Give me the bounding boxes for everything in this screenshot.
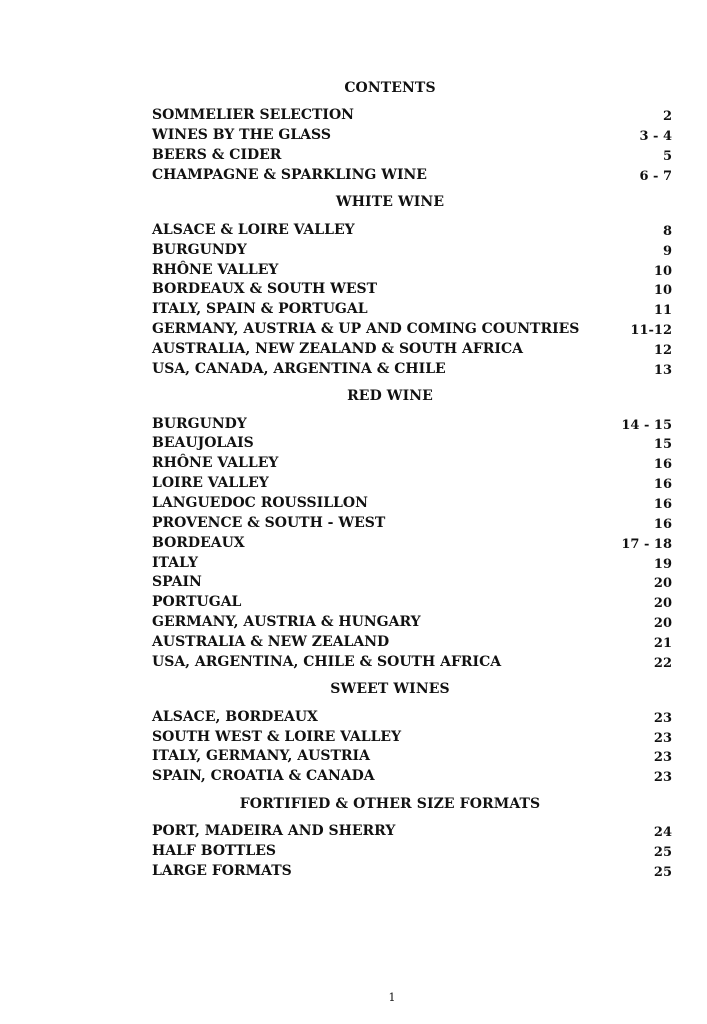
toc-entry-label: ITALY, SPAIN & PORTUGAL — [152, 301, 368, 317]
toc-entry-page: 3 - 4 — [639, 129, 672, 144]
toc-entry-label: PORT, MADEIRA AND SHERRY — [152, 823, 396, 839]
toc-row — [152, 594, 674, 614]
section-heading-red-wine: RED WINE — [347, 388, 433, 404]
toc-entry-page: 20 — [653, 616, 672, 631]
toc-row — [152, 535, 674, 555]
toc-row — [152, 495, 674, 515]
toc-row — [152, 435, 674, 455]
toc-entry-page: 23 — [653, 750, 672, 765]
toc-row — [152, 768, 674, 788]
toc-entry-label: WINES BY THE GLASS — [152, 127, 331, 143]
toc-entry-page: 20 — [653, 576, 672, 591]
page-number: 1 — [388, 991, 396, 1004]
toc-row — [152, 654, 674, 674]
toc-row — [152, 634, 674, 654]
toc-entry-label: PORTUGAL — [152, 594, 242, 610]
toc-entry-label: HALF BOTTLES — [152, 843, 276, 859]
toc-entry-page: 23 — [653, 770, 672, 785]
toc-entry-page: 20 — [653, 596, 672, 611]
toc-entry-label: RHÔNE VALLEY — [152, 262, 279, 278]
toc-entry-label: BORDEAUX & SOUTH WEST — [152, 281, 378, 297]
toc-entry-label: ALSACE, BORDEAUX — [152, 709, 318, 725]
toc-entry-label: PROVENCE & SOUTH - WEST — [152, 515, 386, 531]
toc-row — [152, 709, 674, 729]
toc-row — [152, 361, 674, 381]
toc-entry-page: 17 - 18 — [621, 537, 672, 552]
toc-entry-page: 8 — [662, 224, 672, 239]
toc-entry-page: 9 — [662, 244, 672, 259]
toc-entry-page: 25 — [653, 845, 672, 860]
toc-entry-label: BEERS & CIDER — [152, 147, 282, 163]
toc-entry-page: 16 — [653, 477, 672, 492]
toc-row — [152, 167, 674, 187]
toc-entry-label: SOUTH WEST & LOIRE VALLEY — [152, 729, 402, 745]
toc-entry-label: SPAIN, CROATIA & CANADA — [152, 768, 375, 784]
toc-entry-page: 23 — [653, 731, 672, 746]
toc-row — [152, 614, 674, 634]
contents-heading: CONTENTS — [344, 80, 436, 96]
toc-entry-page: 10 — [653, 264, 672, 279]
toc-entry-label: ITALY, GERMANY, AUSTRIA — [152, 748, 370, 764]
toc-entry-label: GERMANY, AUSTRIA & HUNGARY — [152, 614, 421, 630]
toc-entry-label: SPAIN — [152, 574, 202, 590]
toc-entry-page: 22 — [653, 656, 672, 671]
toc-entry-page: 11-12 — [630, 323, 672, 338]
toc-entry-page: 10 — [653, 283, 672, 298]
toc-entry-label: ITALY — [152, 555, 199, 571]
toc-row — [152, 281, 674, 301]
toc-row — [152, 574, 674, 594]
toc-entry-page: 2 — [662, 109, 672, 124]
toc-entry-label: BURGUNDY — [152, 416, 247, 432]
toc-entry-label: USA, CANADA, ARGENTINA & CHILE — [152, 361, 446, 377]
toc-row — [152, 222, 674, 242]
toc-row — [152, 515, 674, 535]
toc-row — [152, 107, 674, 127]
toc-row — [152, 127, 674, 147]
toc-entry-label: ALSACE & LOIRE VALLEY — [152, 222, 355, 238]
toc-entry-label: RHÔNE VALLEY — [152, 455, 279, 471]
toc-entry-page: 6 - 7 — [639, 169, 672, 184]
toc-entry-page: 16 — [653, 457, 672, 472]
toc-row — [152, 455, 674, 475]
toc-entry-page: 16 — [653, 517, 672, 532]
toc-entry-label: USA, ARGENTINA, CHILE & SOUTH AFRICA — [152, 654, 502, 670]
section-heading-fortified: FORTIFIED & OTHER SIZE FORMATS — [239, 796, 541, 812]
toc-row — [152, 416, 674, 436]
toc-entry-label: BURGUNDY — [152, 242, 247, 258]
toc-entry-page: 21 — [653, 636, 672, 651]
toc-row — [152, 843, 674, 863]
toc-entry-label: SOMMELIER SELECTION — [152, 107, 354, 123]
toc-entry-label: GERMANY, AUSTRIA & UP AND COMING COUNTRIES — [152, 321, 580, 337]
toc-entry-page: 15 — [653, 437, 672, 452]
toc-row — [152, 475, 674, 495]
toc-row — [152, 321, 674, 341]
toc-entry-label: AUSTRALIA & NEW ZEALAND — [152, 634, 390, 650]
toc-entry-page: 23 — [653, 711, 672, 726]
toc-row — [152, 863, 674, 883]
toc-entry-page: 25 — [653, 865, 672, 880]
toc-entry-page: 5 — [662, 149, 672, 164]
toc-entry-label: LARGE FORMATS — [152, 863, 292, 879]
toc-entry-page: 16 — [653, 497, 672, 512]
toc-entry-label: BEAUJOLAIS — [152, 435, 254, 451]
toc-row — [152, 301, 674, 321]
toc-row — [152, 242, 674, 262]
section-heading-sweet-wines: SWEET WINES — [330, 681, 450, 697]
section-heading-white-wine: WHITE WINE — [335, 194, 445, 210]
toc-entry-page: 13 — [653, 363, 672, 378]
toc-row — [152, 341, 674, 361]
toc-row — [152, 262, 674, 282]
toc-entry-label: AUSTRALIA, NEW ZEALAND & SOUTH AFRICA — [152, 341, 523, 357]
toc-entry-label: LANGUEDOC ROUSSILLON — [152, 495, 368, 511]
toc-row — [152, 748, 674, 768]
toc-entry-label: CHAMPAGNE & SPARKLING WINE — [152, 167, 427, 183]
toc-row — [152, 729, 674, 749]
toc-entry-page: 12 — [653, 343, 672, 358]
toc-row — [152, 823, 674, 843]
toc-entry-page: 19 — [653, 557, 672, 572]
toc-row — [152, 555, 674, 575]
toc-entry-label: BORDEAUX — [152, 535, 245, 551]
toc-entry-page: 14 - 15 — [621, 418, 672, 433]
toc-entry-page: 11 — [653, 303, 672, 318]
toc-entry-page: 24 — [653, 825, 672, 840]
toc-row — [152, 147, 674, 167]
toc-entry-label: LOIRE VALLEY — [152, 475, 269, 491]
